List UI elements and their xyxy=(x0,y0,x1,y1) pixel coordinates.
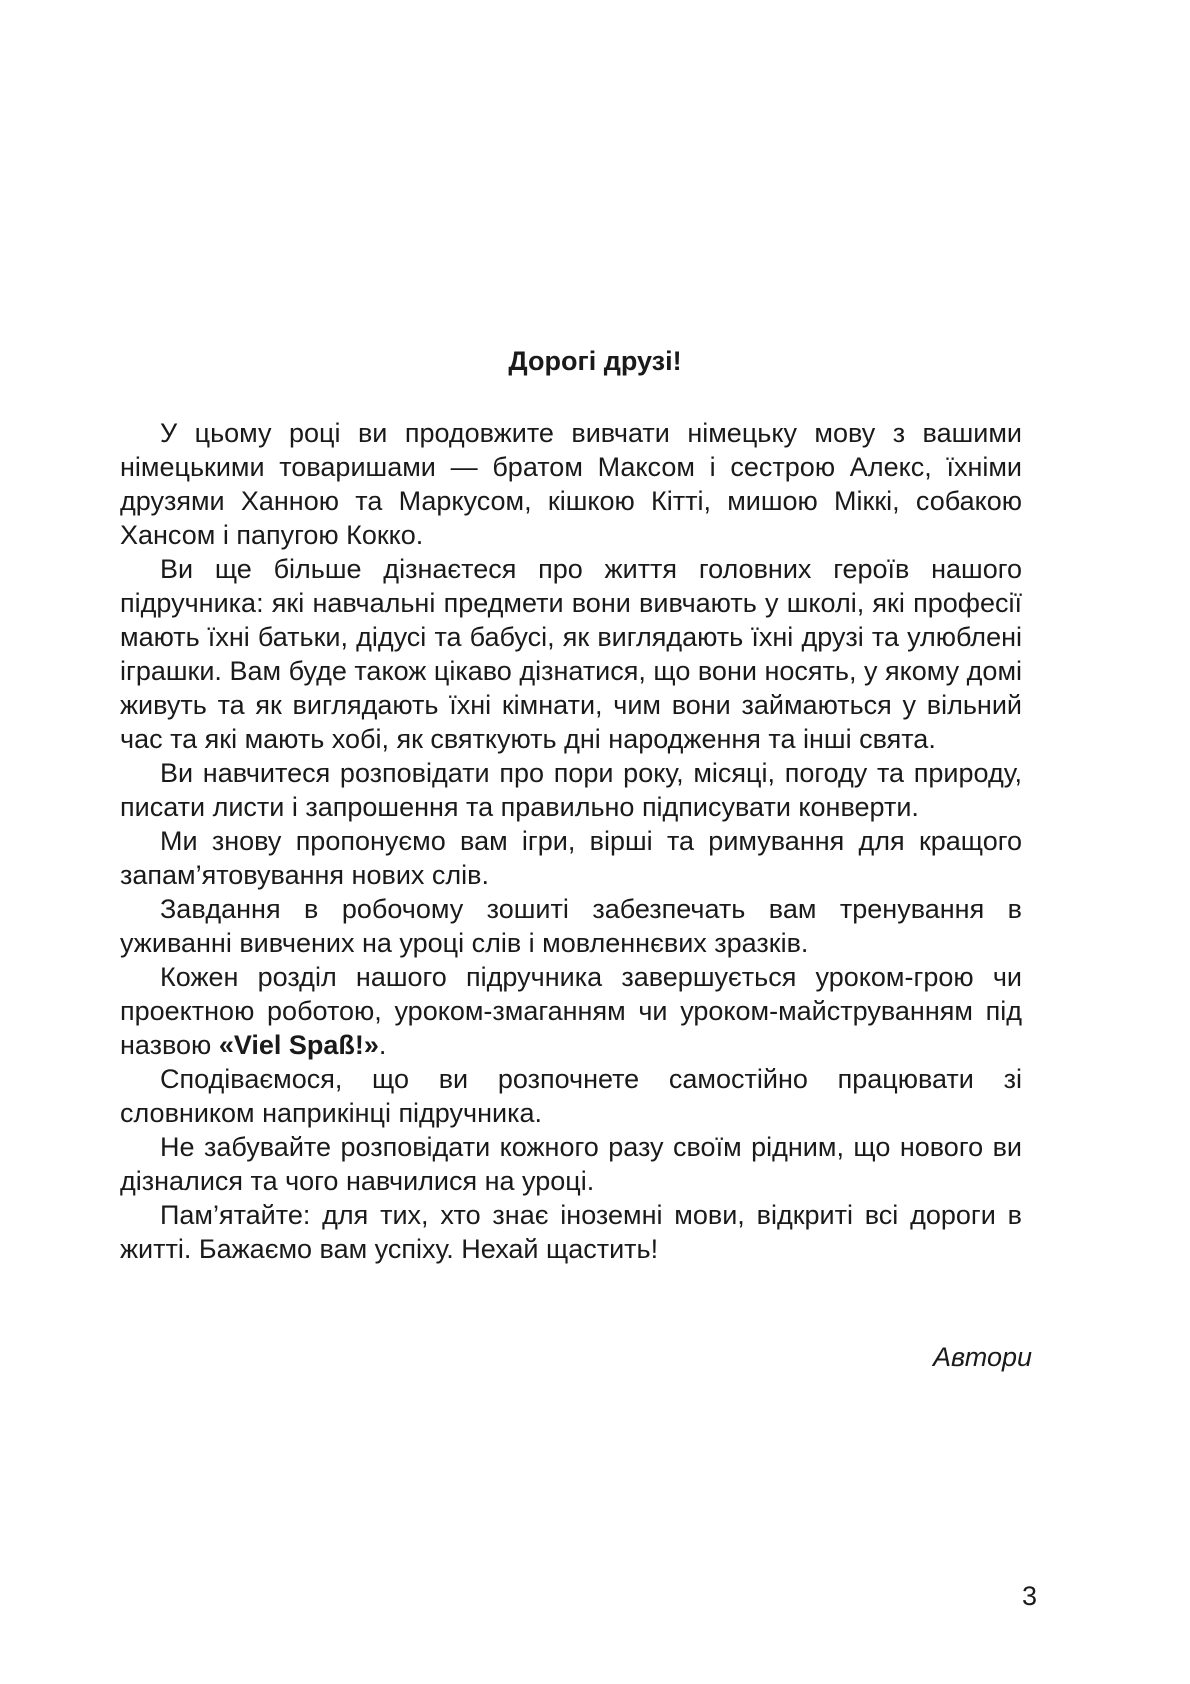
paragraph-closing: Пам’ятайте: для тих, хто знає іноземні мови, відкриті всі дороги в житті. Бажаємо вам успіху. Нехай щастить! xyxy=(120,1200,1022,1264)
signature: Автори xyxy=(932,1342,1032,1372)
paragraph-seasons: Ви навчитеся розповідати про пори року, місяці, погоду та природу, писати листи і запрошення та правильно підписувати конверти. xyxy=(120,758,1022,822)
paragraph-chapters-end: . xyxy=(378,1030,387,1060)
paragraph-workbook: Завдання в робочому зошиті забезпечать вам тренування в уживанні вивчених на уроці слів і мовленнєвих зразків. xyxy=(120,894,1022,958)
paragraph-chapters-text: Кожен розділ нашого підручника завершується уроком-грою чи проектною роботою, уроком-змаганням чи уроком-майструванням під назвою xyxy=(120,962,1022,1060)
page-title: Дорогі друзі! xyxy=(508,346,682,376)
paragraph-intro: У цьому році ви продовжите вивчати німецьку мову з вашими німецькими товаришами — братом Максом і сестрою Алекс, їхніми друзями Ханною та Маркусом, кішкою Кітті, мишою Міккі, собакою Хансом і папугою Кокко. xyxy=(120,418,1022,550)
viel-spass-highlight: «Viel Spaß!» xyxy=(218,1030,379,1060)
page-number: 3 xyxy=(1021,1581,1037,1611)
body-text xyxy=(120,416,1022,1266)
paragraph-dictionary: Сподіваємося, що ви розпочнете самостійно працювати зі словником наприкінці підручника. xyxy=(120,1064,1022,1128)
paragraph-heroes: Ви ще більше дізнаєтеся про життя головних героїв нашого підручника: які навчальні предмети вони вивчають у школі, які професії мають їхні батьки, дідусі та бабусі, як виглядають їхні друзі та улюблені іграшки. Вам буде також цікаво дізнатися, що вони носять, у якому домі живуть та як виглядають їхні кімнати, чим вони займаються у вільний час та які мають хобі, як святкують дні народження та інші свята. xyxy=(120,554,1022,754)
paragraph-chapters xyxy=(120,960,1022,1062)
paragraph-family: Не забувайте розповідати кожного разу своїм рідним, що нового ви дізналися та чого навчилися на уроці. xyxy=(120,1132,1022,1196)
paragraph-games: Ми знову пропонуємо вам ігри, вірші та римування для кращого запам’ятовування нових слів. xyxy=(120,826,1022,890)
